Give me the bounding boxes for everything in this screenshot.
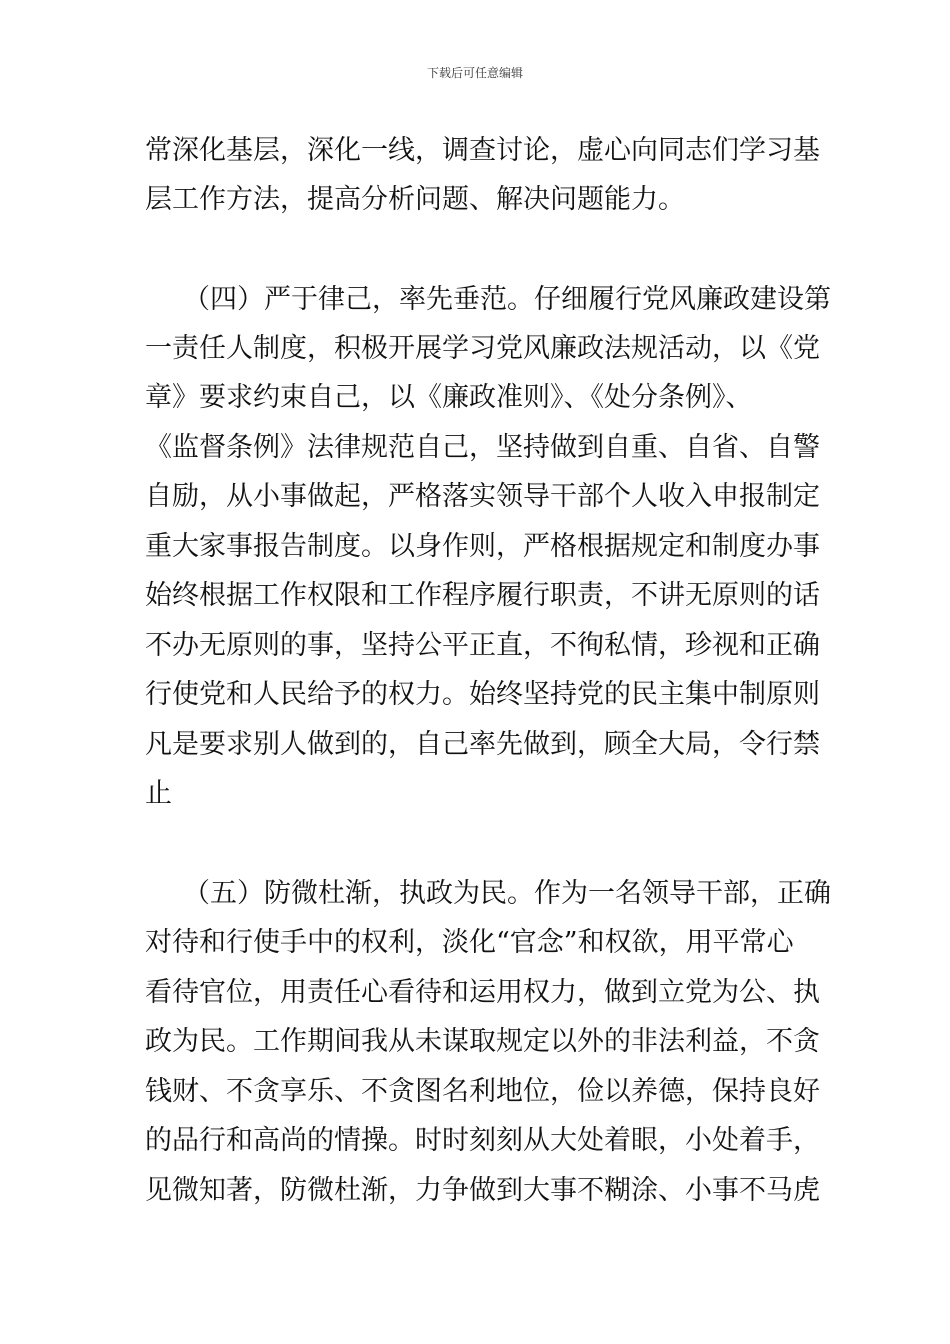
body-line: 钱财、不贪享乐、不贪图名利地位，俭以养德，保持良好 [145,1076,820,1107]
body-line: 凡是要求别人做到的，自己率先做到，顾全大局，令行禁 [145,729,820,760]
body-line: 《监督条例》法律规范自己，坚持做到自重、自省、自警 [145,432,820,463]
body-line: 止 [145,778,172,809]
body-line: 政为民。工作期间我从未谋取规定以外的非法利益，不贪 [145,1026,820,1057]
body-line: 重大家事报告制度。以身作则，严格根据规定和制度办事 [145,531,820,562]
body-line: 见微知著，防微杜渐，力争做到大事不糊涂、小事不马虎 [145,1175,820,1206]
paragraph-4-first-line: （四）严于律己，率先垂范。仔细履行党风廉政建设第 [183,284,831,315]
body-line: 自励，从小事做起，严格落实领导干部个人收入申报制定 [145,481,820,512]
paragraph-5-first-line: （五）防微杜渐，执政为民。作为一名领导干部，正确 [183,878,831,909]
page-header: 下载后可任意编辑 [426,66,523,80]
body-line: 对待和行使手中的权利，淡化“官念”和权欲，用平常心 [145,927,794,958]
body-line: 始终根据工作权限和工作程序履行职责，不讲无原则的话 [145,580,820,611]
body-line: 的品行和高尚的情操。时时刻刻从大处着眼，小处着手， [145,1125,820,1156]
body-line: 行使党和人民给予的权力。始终坚持党的民主集中制原则 [145,679,820,710]
body-line: 章》要求约束自己，以《廉政准则》、《处分条例》、 [145,382,753,413]
body-line: 不办无原则的事，坚持公平正直，不徇私情，珍视和正确 [145,630,820,661]
body-line: 看待官位，用责任心看待和运用权力，做到立党为公、执 [145,977,820,1008]
body-line: 一责任人制度，积极开展学习党风廉政法规活动，以《党 [145,333,820,364]
body-line: 常深化基层，深化一线，调查讨论，虚心向同志们学习基 [145,135,820,166]
body-line: 层工作方法，提高分析问题、解决问题能力。 [145,184,685,215]
